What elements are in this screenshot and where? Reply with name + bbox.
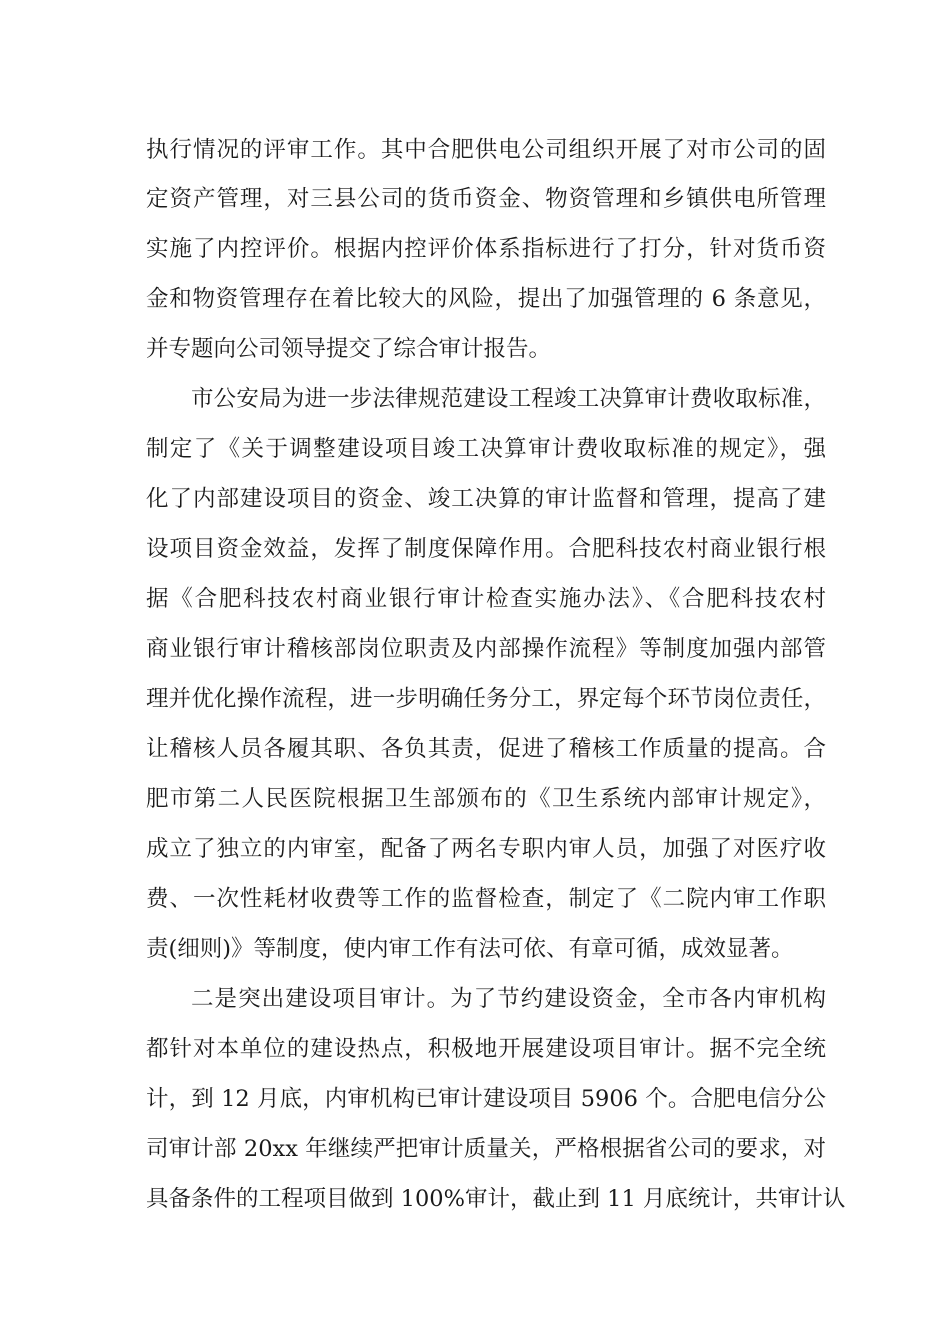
text-line: 让稽核人员各履其职、各负其责，促进了稽核工作质量的提高。合 <box>146 736 826 762</box>
text-line: 成立了独立的内审室，配备了两名专职内审人员，加强了对医疗收 <box>146 836 826 862</box>
text-line: 设项目资金效益，发挥了制度保障作用。合肥科技农村商业银行根 <box>146 536 826 562</box>
text-line: 据《合肥科技农村商业银行审计检查实施办法》、《合肥科技农村 <box>146 586 826 612</box>
text-line: 具备条件的工程项目做到 100%审计，截止到 11 月底统计，共审计认 <box>146 1186 846 1212</box>
text-line: 定资产管理，对三县公司的货币资金、物资管理和乡镇供电所管理 <box>146 186 826 212</box>
text-line: 金和物资管理存在着比较大的风险，提出了加强管理的 6 条意见， <box>146 286 826 312</box>
text-line: 都针对本单位的建设热点，积极地开展建设项目审计。据不完全统 <box>146 1036 826 1062</box>
text-line: 肥市第二人民医院根据卫生部颁布的《卫生系统内部审计规定》， <box>146 786 826 812</box>
text-line: 化了内部建设项目的资金、竣工决算的审计监督和管理，提高了建 <box>146 486 826 512</box>
text-line: 制定了《关于调整建设项目竣工决算审计费收取标准的规定》，强 <box>146 436 826 462</box>
text-line: 执行情况的评审工作。其中合肥供电公司组织开展了对市公司的固 <box>146 137 826 163</box>
paragraph-first-line: 二是突出建设项目审计。为了节约建设资金，全市各内审机构 <box>191 986 826 1012</box>
text-line: 责(细则)》等制度，使内审工作有法可依、有章可循，成效显著。 <box>146 936 794 962</box>
text-line: 实施了内控评价。根据内控评价体系指标进行了打分，针对货币资 <box>146 236 826 262</box>
text-line: 理并优化操作流程，进一步明确任务分工，界定每个环节岗位责任， <box>146 686 826 712</box>
text-line: 并专题向公司领导提交了综合审计报告。 <box>146 336 552 362</box>
text-line: 商业银行审计稽核部岗位职责及内部操作流程》等制度加强内部管 <box>146 636 826 662</box>
text-line: 费、一次性耗材收费等工作的监督检查，制定了《二院内审工作职 <box>146 886 826 912</box>
text-line: 计，到 12 月底，内审机构已审计建设项目 5906 个。合肥电信分公 <box>146 1086 826 1112</box>
paragraph-first-line: 市公安局为进一步法律规范建设工程竣工决算审计费收取标准， <box>191 386 826 412</box>
text-line: 司审计部 20xx 年继续严把审计质量关，严格根据省公司的要求，对 <box>146 1136 826 1162</box>
